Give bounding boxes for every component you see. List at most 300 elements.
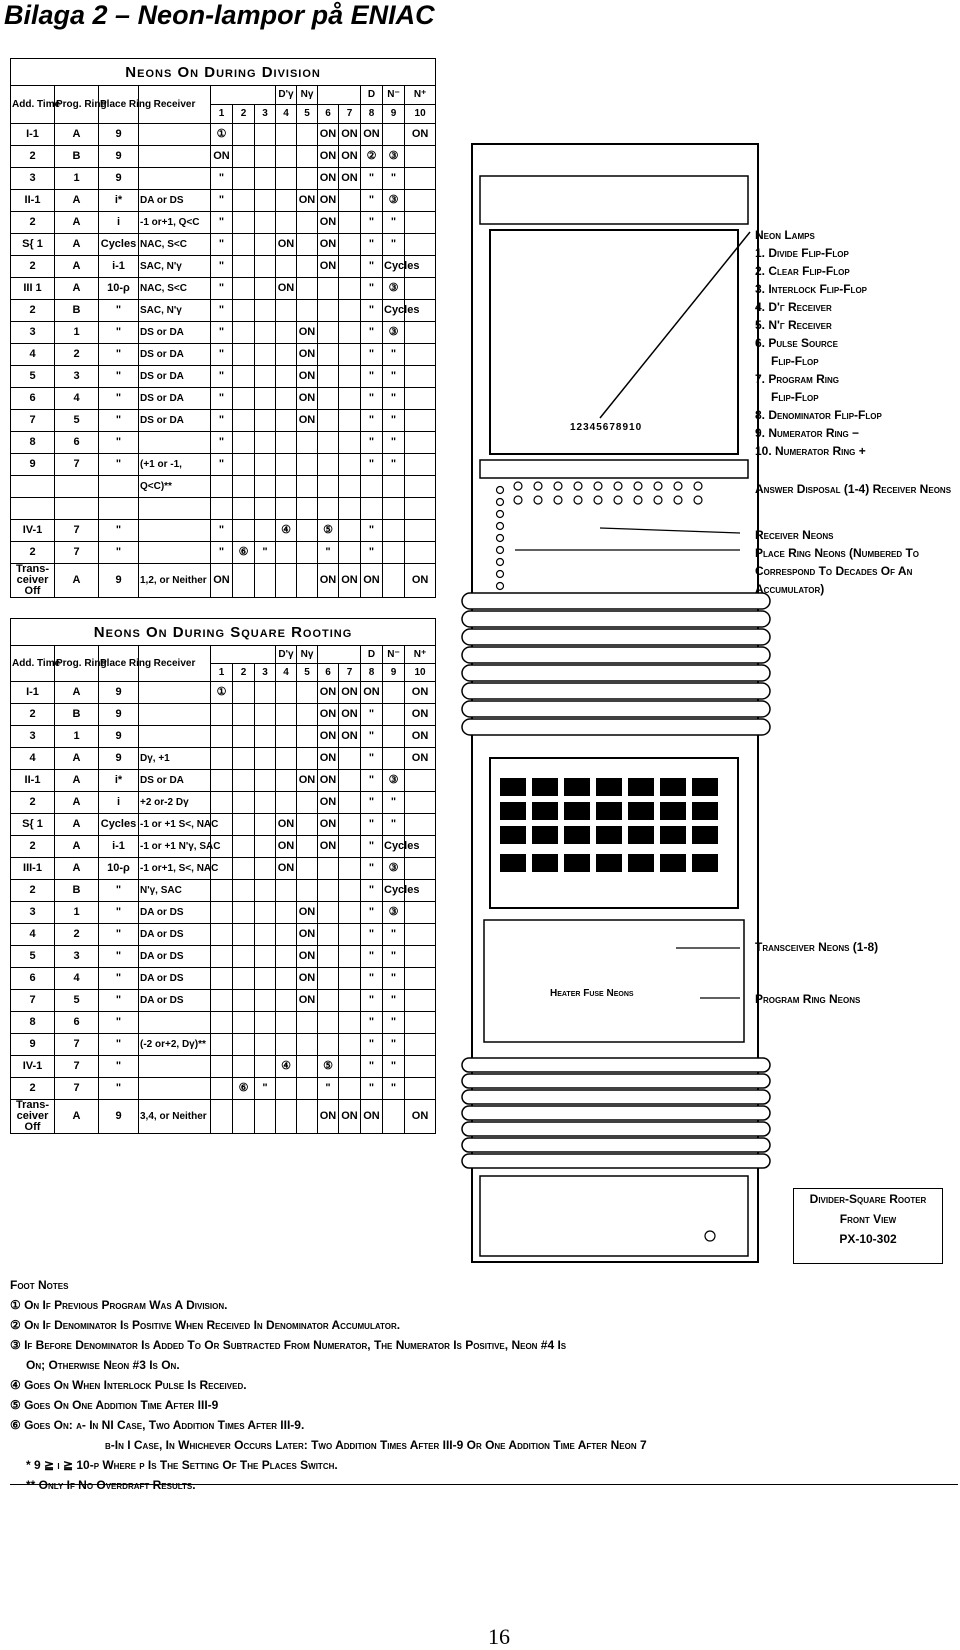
table-cell: " bbox=[361, 432, 383, 454]
table-cell: III 1 bbox=[11, 278, 55, 300]
table-cell: A bbox=[55, 256, 99, 278]
table-cell: " bbox=[361, 770, 383, 792]
table-cell: ⑤ bbox=[318, 520, 339, 542]
neon-lamp-item: Flip-Flop bbox=[771, 390, 819, 404]
table-cell: 6 bbox=[11, 968, 55, 990]
table-cell: ③ bbox=[383, 858, 405, 880]
table-cell: 3 bbox=[55, 946, 99, 968]
table-cell: " bbox=[361, 1034, 383, 1056]
table-cell: B bbox=[55, 146, 99, 168]
table-cell: DS or DA bbox=[139, 344, 211, 366]
table-cell: ON bbox=[339, 564, 361, 598]
table-cell: ⑤ bbox=[318, 1056, 339, 1078]
footnotes bbox=[10, 1275, 958, 1495]
table-cell: ON bbox=[297, 344, 318, 366]
table-cell: i-1 bbox=[99, 256, 139, 278]
table-cell: 2 bbox=[11, 212, 55, 234]
table-cell: Trans-ceiver Off bbox=[11, 564, 55, 598]
col-1: 1 bbox=[211, 664, 233, 682]
table-cell: " bbox=[211, 190, 233, 212]
col-4: 4 bbox=[276, 105, 297, 124]
table-cell: " bbox=[361, 190, 383, 212]
table-cell: NAC, S<C bbox=[139, 234, 211, 256]
table-cell: ③ bbox=[383, 770, 405, 792]
table-cell: " bbox=[361, 542, 383, 564]
table-cell: " bbox=[361, 1012, 383, 1034]
table-cell: 2 bbox=[55, 924, 99, 946]
footnote-line: ① On If Previous Program Was A Division. bbox=[10, 1298, 228, 1312]
table-cell: B bbox=[55, 704, 99, 726]
table-cell: " bbox=[211, 520, 233, 542]
table-cell: " bbox=[361, 256, 383, 278]
table-cell: 5 bbox=[11, 366, 55, 388]
table-cell: i-1 bbox=[99, 836, 139, 858]
table-cell: ON bbox=[339, 146, 361, 168]
table-cell: ON bbox=[318, 704, 339, 726]
neon-lamp-item: 9. Numerator Ring − bbox=[755, 426, 860, 440]
table-cell: 2 bbox=[55, 344, 99, 366]
table-cell: ② bbox=[361, 146, 383, 168]
table-cell: ON bbox=[297, 946, 318, 968]
table-cell: " bbox=[361, 1056, 383, 1078]
table-cell: (+1 or -1, bbox=[139, 454, 211, 476]
table-cell: ON bbox=[318, 564, 339, 598]
panel-caption-box bbox=[793, 1188, 943, 1264]
table-cell: " bbox=[99, 542, 139, 564]
neon-lamp-item: 6. Pulse Source bbox=[755, 336, 838, 350]
table-cell: " bbox=[99, 946, 139, 968]
table-cell: " bbox=[211, 542, 233, 564]
table-cell: 2 bbox=[11, 300, 55, 322]
table-cell: ③ bbox=[383, 322, 405, 344]
table-cell: ON bbox=[297, 322, 318, 344]
table-cell: B bbox=[55, 300, 99, 322]
table-cell: 9 bbox=[99, 748, 139, 770]
header-n-minus: N⁻ bbox=[383, 646, 405, 664]
table-cell: ON bbox=[318, 190, 339, 212]
table-cell: DA or DS bbox=[139, 946, 211, 968]
table-cell: DA or DS bbox=[139, 902, 211, 924]
table-cell: ON bbox=[361, 682, 383, 704]
table-cell: " bbox=[383, 814, 405, 836]
table-cell: 7 bbox=[55, 520, 99, 542]
col-8: 8 bbox=[361, 664, 383, 682]
col-6: 6 bbox=[318, 105, 339, 124]
table-cell: " bbox=[99, 410, 139, 432]
table-cell: ON bbox=[297, 902, 318, 924]
table-cell: N'γ, SAC bbox=[139, 880, 211, 902]
table-cell: " bbox=[211, 212, 233, 234]
table-cell: ON bbox=[405, 726, 436, 748]
table-cell: " bbox=[99, 968, 139, 990]
neon-lamp-item: 2. Clear Flip-Flop bbox=[755, 264, 850, 278]
table-cell: ④ bbox=[276, 1056, 297, 1078]
table-cell: II-1 bbox=[11, 770, 55, 792]
table-cell: ON bbox=[318, 256, 339, 278]
answer-receiver-neons bbox=[514, 482, 702, 504]
header-d: D bbox=[361, 646, 383, 664]
table-cell: ON bbox=[276, 234, 297, 256]
table-cell: 9 bbox=[99, 146, 139, 168]
table-cell: 1 bbox=[55, 902, 99, 924]
table-cell: " bbox=[361, 902, 383, 924]
table-cell: " bbox=[99, 924, 139, 946]
table-cell: ON bbox=[339, 124, 361, 146]
table-cell: ON bbox=[339, 682, 361, 704]
col-2: 2 bbox=[233, 664, 255, 682]
table-cell: " bbox=[383, 366, 405, 388]
table-cell: " bbox=[99, 902, 139, 924]
table-cell: " bbox=[99, 300, 139, 322]
table-cell: i* bbox=[99, 770, 139, 792]
table-cell: Cycles bbox=[383, 836, 405, 858]
table-cell: " bbox=[318, 1078, 339, 1100]
square-root-table-title: Neons On During Square Rooting bbox=[11, 619, 436, 646]
table-cell: DA or DS bbox=[139, 190, 211, 212]
table-cell: 9 bbox=[11, 454, 55, 476]
table-cell: " bbox=[99, 1012, 139, 1034]
table-cell: " bbox=[211, 344, 233, 366]
table-cell: ON bbox=[318, 212, 339, 234]
table-cell: " bbox=[361, 212, 383, 234]
footnote-line: ⑥ Goes On: a- In NI Case, Two Addition Times After III-9. bbox=[10, 1418, 305, 1432]
table-cell: " bbox=[361, 814, 383, 836]
table-cell: SAC, N'γ bbox=[139, 256, 211, 278]
col-3: 3 bbox=[255, 664, 276, 682]
footnote-line: ③ If Before Denominator Is Added To Or Subtracted From Numerator, The Numerator Is Positive, Neon #4 Is bbox=[10, 1338, 567, 1352]
table-cell: S{ 1 bbox=[11, 814, 55, 836]
transceiver-neons-label: Transceiver Neons (1-8) bbox=[755, 940, 879, 954]
table-cell: ON bbox=[318, 168, 339, 190]
table-cell: I-1 bbox=[11, 682, 55, 704]
table-cell: 9 bbox=[99, 726, 139, 748]
col-8: 8 bbox=[361, 105, 383, 124]
table-cell: 2 bbox=[11, 1078, 55, 1100]
table-cell: " bbox=[211, 432, 233, 454]
col-5: 5 bbox=[297, 664, 318, 682]
page-rule bbox=[10, 1484, 958, 1485]
footnote-line: * 9 ≧ i ≧ 10-ρ Where ρ Is The Setting Of The Places Switch. bbox=[26, 1458, 338, 1472]
col-4: 4 bbox=[276, 664, 297, 682]
table-cell: 3 bbox=[11, 902, 55, 924]
door-knob bbox=[705, 1231, 715, 1241]
table-cell: " bbox=[383, 1012, 405, 1034]
table-cell: ON bbox=[297, 770, 318, 792]
neon-lamp-item: 1. Divide Flip-Flop bbox=[755, 246, 849, 260]
footnote-line: On; Otherwise Neon #3 Is On. bbox=[26, 1358, 180, 1372]
table-cell: 1 bbox=[55, 726, 99, 748]
table-cell: A bbox=[55, 858, 99, 880]
header-d-gamma: D'γ bbox=[276, 646, 297, 664]
table-cell: II-1 bbox=[11, 190, 55, 212]
table-cell: NAC, S<C bbox=[139, 278, 211, 300]
table-cell: " bbox=[383, 168, 405, 190]
col-6: 6 bbox=[318, 664, 339, 682]
table-cell: " bbox=[383, 410, 405, 432]
header-n-minus: N⁻ bbox=[383, 86, 405, 105]
table-cell: B bbox=[55, 880, 99, 902]
table-cell: 2 bbox=[11, 792, 55, 814]
table-cell: " bbox=[361, 322, 383, 344]
neon-lamp-item: 4. D'γ Receiver bbox=[755, 300, 832, 314]
table-cell: -1 or+1, S<, NAC bbox=[139, 858, 211, 880]
table-cell: 4 bbox=[11, 344, 55, 366]
table-cell: " bbox=[383, 1056, 405, 1078]
table-cell: ON bbox=[361, 124, 383, 146]
col-10: 10 bbox=[405, 105, 436, 124]
neon-window bbox=[490, 230, 738, 454]
footnote-line: ② On If Denominator Is Positive When Received In Denominator Accumulator. bbox=[10, 1318, 401, 1332]
table-cell: ON bbox=[276, 836, 297, 858]
table-cell: Q<C)** bbox=[139, 476, 211, 498]
table-cell: III-1 bbox=[11, 858, 55, 880]
table-cell: ON bbox=[361, 1100, 383, 1134]
table-cell: ③ bbox=[383, 278, 405, 300]
table-cell: ON bbox=[297, 366, 318, 388]
table-cell: ON bbox=[339, 168, 361, 190]
table-cell: Cycles bbox=[99, 814, 139, 836]
table-cell: " bbox=[383, 212, 405, 234]
table-cell: A bbox=[55, 682, 99, 704]
table-cell: " bbox=[211, 366, 233, 388]
table-cell: DS or DA bbox=[139, 322, 211, 344]
table-cell: ③ bbox=[383, 190, 405, 212]
table-cell: 5 bbox=[11, 946, 55, 968]
table-cell: ON bbox=[297, 924, 318, 946]
header-prog-ring: Prog. Ring bbox=[55, 86, 99, 124]
table-cell: ③ bbox=[383, 902, 405, 924]
neon-lamp-item: 5. N'γ Receiver bbox=[755, 318, 832, 332]
table-cell: A bbox=[55, 234, 99, 256]
col-9: 9 bbox=[383, 105, 405, 124]
table-cell: " bbox=[361, 792, 383, 814]
col-7: 7 bbox=[339, 105, 361, 124]
receiver-neons-leader bbox=[600, 528, 740, 533]
table-cell: 2 bbox=[11, 542, 55, 564]
table-cell: 6 bbox=[11, 388, 55, 410]
table-cell: ON bbox=[405, 124, 436, 146]
table-cell: -1 or+1, Q<C bbox=[139, 212, 211, 234]
table-cell: 2 bbox=[11, 146, 55, 168]
col-2: 2 bbox=[233, 105, 255, 124]
table-cell: ON bbox=[297, 388, 318, 410]
footnotes-title: Foot Notes bbox=[10, 1278, 69, 1292]
table-cell: 7 bbox=[55, 1078, 99, 1100]
neon-digit-strip: 12345678910 bbox=[570, 422, 643, 433]
table-cell: " bbox=[361, 168, 383, 190]
table-cell: I-1 bbox=[11, 124, 55, 146]
header-n-gamma: Nγ bbox=[297, 86, 318, 105]
table-cell: 10-ρ bbox=[99, 278, 139, 300]
table-cell: " bbox=[99, 344, 139, 366]
table-cell: " bbox=[361, 366, 383, 388]
table-cell: 8 bbox=[11, 432, 55, 454]
table-cell: 4 bbox=[11, 924, 55, 946]
table-cell: " bbox=[211, 234, 233, 256]
table-cell: " bbox=[383, 990, 405, 1012]
table-cell: " bbox=[99, 454, 139, 476]
table-cell: " bbox=[361, 968, 383, 990]
table-cell: " bbox=[211, 388, 233, 410]
neon-lamp-item: Flip-Flop bbox=[771, 354, 819, 368]
table-cell: IV-1 bbox=[11, 520, 55, 542]
table-cell: " bbox=[361, 748, 383, 770]
table-cell: 3 bbox=[11, 322, 55, 344]
table-cell: ON bbox=[405, 682, 436, 704]
table-cell: S{ 1 bbox=[11, 234, 55, 256]
table-cell: ON bbox=[361, 564, 383, 598]
header-n-plus: N⁺ bbox=[405, 646, 436, 664]
table-cell: ON bbox=[276, 278, 297, 300]
table-cell: ⑥ bbox=[233, 542, 255, 564]
table-cell: DA or DS bbox=[139, 990, 211, 1012]
table-cell: 9 bbox=[11, 1034, 55, 1056]
table-cell: " bbox=[383, 432, 405, 454]
table-cell: " bbox=[99, 322, 139, 344]
table-cell: " bbox=[211, 256, 233, 278]
table-cell: 9 bbox=[99, 564, 139, 598]
switch-grid bbox=[500, 778, 718, 872]
table-cell: DS or DA bbox=[139, 770, 211, 792]
table-cell: ON bbox=[318, 836, 339, 858]
table-cell: " bbox=[99, 388, 139, 410]
table-cell: ON bbox=[318, 792, 339, 814]
table-cell: " bbox=[383, 1078, 405, 1100]
table-cell: DS or DA bbox=[139, 388, 211, 410]
table-cell: ON bbox=[405, 564, 436, 598]
table-cell: 7 bbox=[11, 990, 55, 1012]
table-cell: 10-ρ bbox=[99, 858, 139, 880]
table-cell: ⑥ bbox=[233, 1078, 255, 1100]
table-cell: " bbox=[361, 924, 383, 946]
table-cell: " bbox=[99, 1034, 139, 1056]
program-ring-neons-label: Program Ring Neons bbox=[755, 992, 861, 1006]
table-cell: " bbox=[361, 1078, 383, 1100]
panel-caption-line1: Divider-Square Rooter bbox=[809, 1192, 927, 1206]
table-cell: " bbox=[383, 344, 405, 366]
panel-caption-line3: PX-10-302 bbox=[839, 1232, 897, 1246]
table-cell: " bbox=[383, 792, 405, 814]
table-cell: ON bbox=[297, 990, 318, 1012]
table-cell: " bbox=[99, 520, 139, 542]
table-cell: ON bbox=[339, 726, 361, 748]
footnote-line: ⑤ Goes On One Addition Time After III-9 bbox=[10, 1398, 219, 1412]
table-cell: ON bbox=[297, 968, 318, 990]
table-cell: " bbox=[211, 278, 233, 300]
table-cell: " bbox=[361, 454, 383, 476]
table-cell: Cycles bbox=[383, 256, 405, 278]
table-cell: ON bbox=[297, 190, 318, 212]
table-cell: " bbox=[211, 322, 233, 344]
receiver-neons-label: Receiver Neons bbox=[755, 528, 834, 542]
table-cell: " bbox=[383, 946, 405, 968]
table-cell: A bbox=[55, 836, 99, 858]
table-cell: 9 bbox=[99, 682, 139, 704]
col-3: 3 bbox=[255, 105, 276, 124]
page-title: Bilaga 2 – Neon-lampor på ENIAC bbox=[4, 0, 435, 30]
table-cell: " bbox=[383, 454, 405, 476]
table-cell: 6 bbox=[55, 1012, 99, 1034]
header-receiver: Receiver bbox=[139, 646, 211, 682]
neon-lamp-item: 10. Numerator Ring + bbox=[755, 444, 866, 458]
table-cell: A bbox=[55, 792, 99, 814]
footnote-line: ④ Goes On When Interlock Pulse Is Received. bbox=[10, 1378, 247, 1392]
table-cell: 2 bbox=[11, 836, 55, 858]
table-cell: 2 bbox=[11, 880, 55, 902]
table-cell: " bbox=[361, 300, 383, 322]
table-cell: ON bbox=[318, 146, 339, 168]
table-cell: 7 bbox=[55, 542, 99, 564]
table-cell: ON bbox=[318, 748, 339, 770]
table-cell: 6 bbox=[55, 432, 99, 454]
col-10: 10 bbox=[405, 664, 436, 682]
table-cell: " bbox=[361, 344, 383, 366]
header-d-gamma: D'γ bbox=[276, 86, 297, 105]
header-n-gamma: Nγ bbox=[297, 646, 318, 664]
table-cell: " bbox=[255, 1078, 276, 1100]
table-cell: SAC, N'γ bbox=[139, 300, 211, 322]
neon-lamp-item: 3. Interlock Flip-Flop bbox=[755, 282, 867, 296]
table-cell: ③ bbox=[383, 146, 405, 168]
header-add-time: Add. Time bbox=[11, 646, 55, 682]
table-cell: " bbox=[361, 726, 383, 748]
table-cell: 2 bbox=[11, 256, 55, 278]
table-cell: 1 bbox=[55, 168, 99, 190]
table-cell: Cycles bbox=[99, 234, 139, 256]
table-cell: ON bbox=[211, 146, 233, 168]
table-cell: " bbox=[383, 924, 405, 946]
table-cell: ON bbox=[276, 858, 297, 880]
table-cell: 3 bbox=[55, 366, 99, 388]
division-table-title: Neons On During Division bbox=[11, 59, 436, 86]
table-cell: IV-1 bbox=[11, 1056, 55, 1078]
table-cell: ① bbox=[211, 124, 233, 146]
table-cell: A bbox=[55, 748, 99, 770]
table-cell: 4 bbox=[55, 968, 99, 990]
table-cell: Cycles bbox=[383, 880, 405, 902]
header-place-ring: Place Ring bbox=[99, 646, 139, 682]
table-cell: +2 or-2 Dγ bbox=[139, 792, 211, 814]
col-9: 9 bbox=[383, 664, 405, 682]
heater-fuse-neons-label: Heater Fuse Neons bbox=[550, 988, 634, 999]
table-cell: 4 bbox=[11, 748, 55, 770]
table-cell: A bbox=[55, 814, 99, 836]
neon-lamp-item: 8. Denominator Flip-Flop bbox=[755, 408, 882, 422]
table-cell: " bbox=[255, 542, 276, 564]
table-cell: " bbox=[99, 1056, 139, 1078]
table-cell: A bbox=[55, 190, 99, 212]
neon-lamps-leader bbox=[600, 232, 750, 418]
table-cell: DS or DA bbox=[139, 366, 211, 388]
table-cell: " bbox=[99, 880, 139, 902]
table-cell: Dγ, +1 bbox=[139, 748, 211, 770]
page-number: 16 bbox=[488, 1624, 510, 1649]
header-n-plus: N⁺ bbox=[405, 86, 436, 105]
header-add-time: Add. Time bbox=[11, 86, 55, 124]
table-cell: ON bbox=[405, 1100, 436, 1134]
table-cell: ON bbox=[318, 726, 339, 748]
panel-caption-line2: Front View bbox=[839, 1212, 897, 1226]
table-cell: ON bbox=[318, 814, 339, 836]
table-cell: " bbox=[211, 454, 233, 476]
table-cell: i* bbox=[99, 190, 139, 212]
table-cell: ④ bbox=[276, 520, 297, 542]
header-prog-ring: Prog. Ring bbox=[55, 646, 99, 682]
table-cell: A bbox=[55, 278, 99, 300]
table-cell: " bbox=[99, 1078, 139, 1100]
header-receiver: Receiver bbox=[139, 86, 211, 124]
header-d: D bbox=[361, 86, 383, 105]
